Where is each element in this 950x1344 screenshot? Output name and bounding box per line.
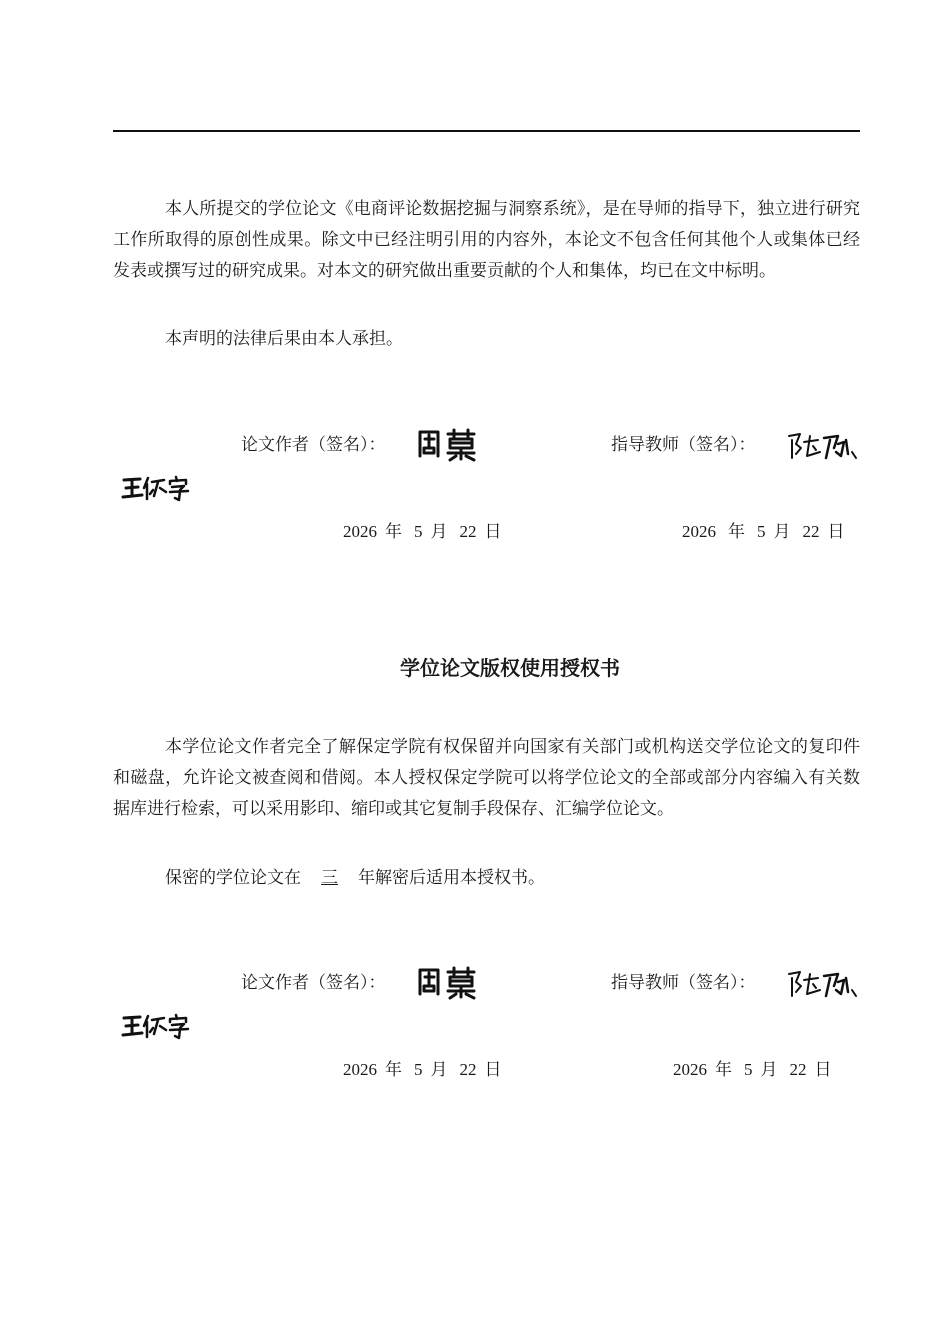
month-value: 5 [757,522,766,541]
advisor-auth-date [673,1058,832,1082]
advisor-signature-label: 指导教师（签名）： [611,435,756,455]
year-value: 2026 [343,522,377,541]
day-value: 22 [459,1060,477,1079]
author-sign-date [343,520,502,544]
confidentiality-statement [113,863,860,894]
confidentiality-prefix: 保密的学位论文在 [165,868,301,888]
authorization-title: 学位论文版权使用授权书 [400,656,620,680]
month-value: 5 [414,1060,423,1079]
day-unit: 日 [484,1060,502,1079]
day-unit: 日 [814,1060,832,1079]
confidentiality-suffix: 年解密后适用本授权书。 [358,868,545,888]
year-unit: 年 [385,522,402,541]
month-unit: 月 [773,522,791,541]
authorization-paragraph: 本学位论文作者完全了解保定学院有权保留并向国家有关部门或机构送交学位论文的复印件和磁盘，允许论文被查阅和借阅。本人授权保定学院可以将学位论文的全部或部分内容编入有关数据库进行检索，可以采用影印、缩印或其它复制手段保存、汇编学位论文。 [113,737,860,819]
year-unit: 年 [385,1060,402,1079]
month-value: 5 [744,1060,753,1079]
declaration-liability: 本声明的法律后果由本人承担。 [165,329,403,349]
day-value: 22 [802,522,820,541]
day-value: 22 [789,1060,807,1079]
month-unit: 月 [430,522,448,541]
year-unit: 年 [728,522,745,541]
advisor-signature-label: 指导教师（签名）： [611,973,756,993]
year-value: 2026 [682,522,716,541]
day-value: 22 [459,522,477,541]
day-unit: 日 [827,522,845,541]
header-rule [113,130,860,132]
advisor-signature [786,968,858,1000]
student-signature [120,1012,190,1040]
day-unit: 日 [484,522,502,541]
author-signature-label: 论文作者（签名）： [241,435,386,455]
author-signature [416,426,484,462]
author-signature [416,964,484,1000]
month-value: 5 [414,522,423,541]
year-unit: 年 [715,1060,732,1079]
author-signature-label: 论文作者（签名）： [241,973,386,993]
confidentiality-years: 三 [321,868,338,888]
month-unit: 月 [760,1060,778,1079]
student-signature [120,474,190,502]
month-unit: 月 [430,1060,448,1079]
author-auth-date [343,1058,502,1082]
year-value: 2026 [343,1060,377,1079]
year-value: 2026 [673,1060,707,1079]
advisor-sign-date [682,520,845,544]
declaration-paragraph: 本人所提交的学位论文《电商评论数据挖掘与洞察系统》，是在导师的指导下，独立进行研究工作所取得的原创性成果。除文中已经注明引用的内容外，本论文不包含任何其他个人或集体已经发表或撰写过的研究成果。对本文的研究做出重要贡献的个人和集体，均已在文中标明。 [113,199,860,281]
advisor-signature [786,430,858,462]
